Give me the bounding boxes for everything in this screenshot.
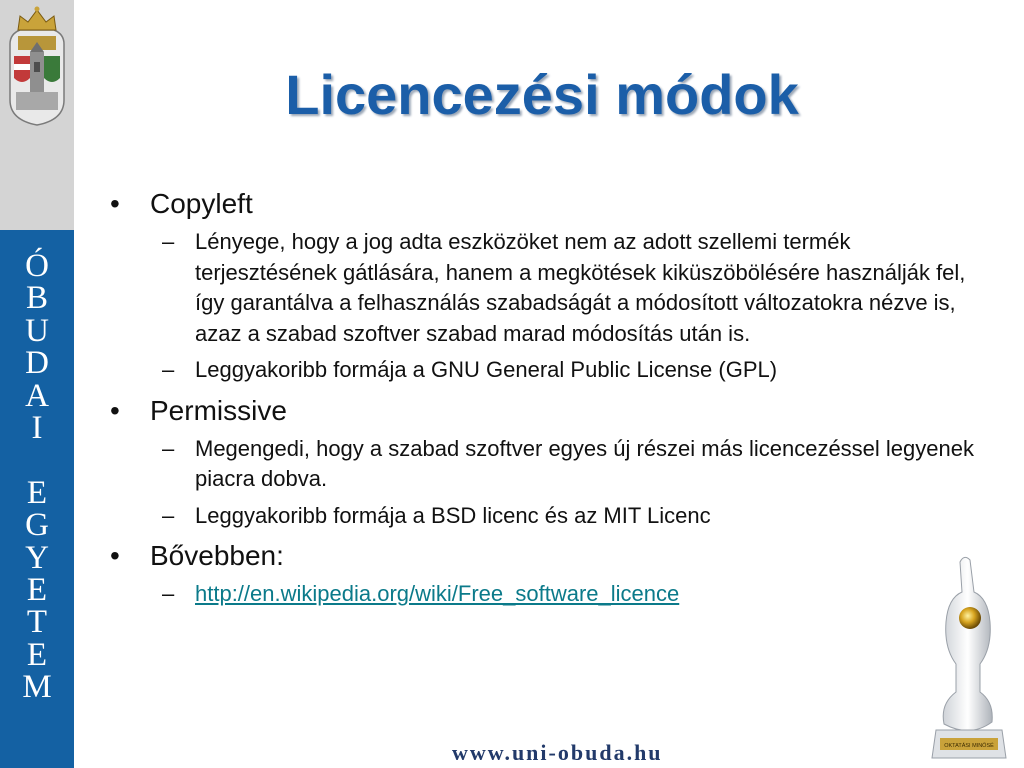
wikipedia-license-link[interactable]: http://en.wikipedia.org/wiki/Free_software_licence: [195, 581, 680, 606]
sub-bullet-text: Leggyakoribb formája a GNU General Public License (GPL): [195, 357, 778, 382]
sub-bullet-text: Lényege, hogy a jog adta eszközöket nem az adott szellemi termék terjesztésének gátlására, hanem a megkötések kiküszöbölésére használják fel, így garantálva a felhasználás szabadságát a módosított változatokra nézve is, azaz a szabad szoftver szabad marad módosítás után is.: [195, 229, 966, 346]
statue-caption: OKTATÁSI MINŐSÉ: [944, 743, 994, 749]
sub-bullet: [110, 355, 990, 386]
sub-bullet-text: Megengedi, hogy a szabad szoftver egyes új részei más licencezéssel legyenek piacra dobva.: [195, 435, 974, 491]
sidebar-letter: I: [31, 409, 43, 446]
bullet-copyleft: [110, 187, 990, 221]
sidebar-letter: E: [26, 636, 48, 673]
sidebar-letter: M: [22, 669, 52, 706]
sub-bullet-text: Leggyakoribb formája a BSD licenc és az MIT Licenc: [195, 502, 711, 528]
sidebar-letter: U: [25, 312, 49, 349]
sidebar-letter: A: [25, 377, 49, 414]
sidebar-letter: B: [25, 280, 48, 317]
sidebar-university-name: [0, 248, 74, 706]
sidebar-letter: E: [26, 571, 48, 608]
bullet-heading: Copyleft: [150, 188, 253, 219]
award-statue-image: [930, 552, 1008, 762]
bullet-permissive: [110, 394, 990, 428]
sidebar-letter: Y: [25, 539, 49, 576]
sub-bullet: [110, 434, 990, 495]
slide-title: Licencezési módok: [285, 63, 799, 126]
sub-bullet-link: [110, 579, 990, 610]
sidebar-letter: D: [25, 345, 49, 382]
sub-bullet: [110, 501, 990, 532]
bullet-more-info: [110, 539, 990, 573]
bullet-marker: •: [110, 540, 120, 571]
dash-marker: –: [162, 581, 175, 606]
slide-content: [110, 187, 990, 610]
sidebar-letter: E: [26, 474, 48, 511]
dash-marker: –: [162, 229, 175, 254]
bullet-marker: •: [110, 188, 120, 219]
sidebar-letter: G: [25, 507, 49, 544]
sidebar-letter: T: [26, 604, 48, 641]
bullet-heading: Bővebben:: [150, 540, 284, 571]
dash-marker: –: [162, 502, 175, 528]
bullet-marker: •: [110, 394, 120, 426]
sidebar-letter-space: [0, 444, 74, 476]
dash-marker: –: [162, 435, 175, 461]
footer-website: www.uni-obuda.hu: [452, 740, 663, 765]
bullet-heading: Permissive: [150, 394, 287, 426]
sidebar-letter: Ó: [25, 248, 49, 284]
dash-marker: –: [162, 357, 175, 382]
sub-bullet: [110, 227, 990, 349]
